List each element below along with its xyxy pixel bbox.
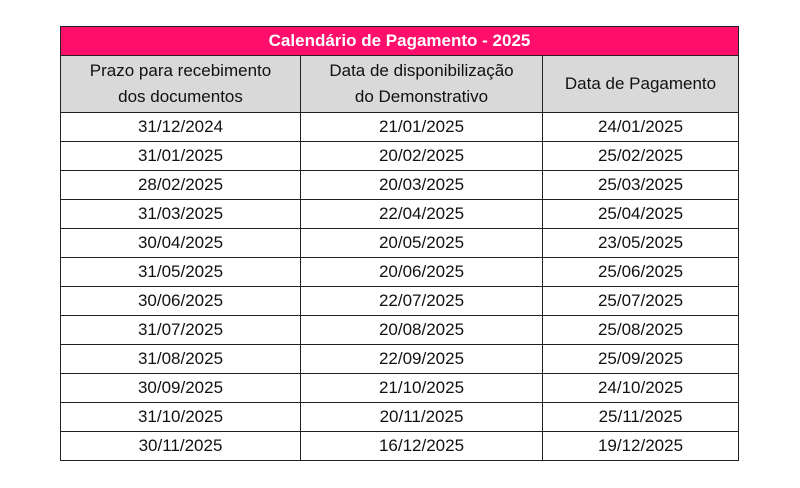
table-row <box>61 113 739 142</box>
cell-prazo: 31/12/2024 <box>61 113 301 142</box>
cell-pagamento: 19/12/2025 <box>543 432 739 461</box>
table-row <box>61 403 739 432</box>
cell-disponibilizacao: 20/03/2025 <box>301 171 543 200</box>
cell-prazo: 31/01/2025 <box>61 142 301 171</box>
cell-disponibilizacao: 20/02/2025 <box>301 142 543 171</box>
table-row <box>61 374 739 403</box>
cell-disponibilizacao: 21/01/2025 <box>301 113 543 142</box>
table-row <box>61 287 739 316</box>
cell-disponibilizacao: 22/07/2025 <box>301 287 543 316</box>
cell-pagamento: 24/10/2025 <box>543 374 739 403</box>
table-row <box>61 432 739 461</box>
header-pagamento-line-1: Data de Pagamento <box>564 74 717 93</box>
header-row <box>61 56 739 113</box>
cell-pagamento: 25/08/2025 <box>543 316 739 345</box>
cell-prazo: 31/03/2025 <box>61 200 301 229</box>
cell-pagamento: 25/02/2025 <box>543 142 739 171</box>
header-disponibilizacao-line-2: do Demonstrativo <box>354 87 489 106</box>
cell-pagamento: 25/09/2025 <box>543 345 739 374</box>
table-row <box>61 142 739 171</box>
cell-disponibilizacao: 22/04/2025 <box>301 200 543 229</box>
cell-disponibilizacao: 20/05/2025 <box>301 229 543 258</box>
cell-disponibilizacao: 16/12/2025 <box>301 432 543 461</box>
header-prazo-line-2: dos documentos <box>118 87 243 106</box>
cell-pagamento: 25/11/2025 <box>543 403 739 432</box>
header-prazo-line-1: Prazo para recebimento <box>89 61 272 80</box>
cell-disponibilizacao: 22/09/2025 <box>301 345 543 374</box>
title-row <box>61 27 739 56</box>
cell-disponibilizacao: 21/10/2025 <box>301 374 543 403</box>
table-body <box>61 113 739 461</box>
cell-prazo: 30/04/2025 <box>61 229 301 258</box>
header-prazo <box>61 56 301 113</box>
header-pagamento <box>543 56 739 113</box>
cell-prazo: 30/09/2025 <box>61 374 301 403</box>
cell-disponibilizacao: 20/11/2025 <box>301 403 543 432</box>
table-row <box>61 200 739 229</box>
cell-prazo: 30/11/2025 <box>61 432 301 461</box>
cell-pagamento: 24/01/2025 <box>543 113 739 142</box>
cell-prazo: 31/10/2025 <box>61 403 301 432</box>
table-row <box>61 229 739 258</box>
cell-disponibilizacao: 20/06/2025 <box>301 258 543 287</box>
cell-pagamento: 25/04/2025 <box>543 200 739 229</box>
cell-pagamento: 25/07/2025 <box>543 287 739 316</box>
cell-pagamento: 25/06/2025 <box>543 258 739 287</box>
header-disponibilizacao <box>301 56 543 113</box>
header-disponibilizacao-line-1: Data de disponibilização <box>329 61 514 80</box>
table-row <box>61 258 739 287</box>
cell-disponibilizacao: 20/08/2025 <box>301 316 543 345</box>
table-row <box>61 171 739 200</box>
cell-prazo: 31/08/2025 <box>61 345 301 374</box>
table-row <box>61 316 739 345</box>
table-row <box>61 345 739 374</box>
table-title: Calendário de Pagamento - 2025 <box>61 27 739 56</box>
cell-pagamento: 25/03/2025 <box>543 171 739 200</box>
cell-prazo: 28/02/2025 <box>61 171 301 200</box>
cell-prazo: 30/06/2025 <box>61 287 301 316</box>
cell-prazo: 31/05/2025 <box>61 258 301 287</box>
cell-prazo: 31/07/2025 <box>61 316 301 345</box>
cell-pagamento: 23/05/2025 <box>543 229 739 258</box>
payment-calendar-table <box>60 26 739 461</box>
